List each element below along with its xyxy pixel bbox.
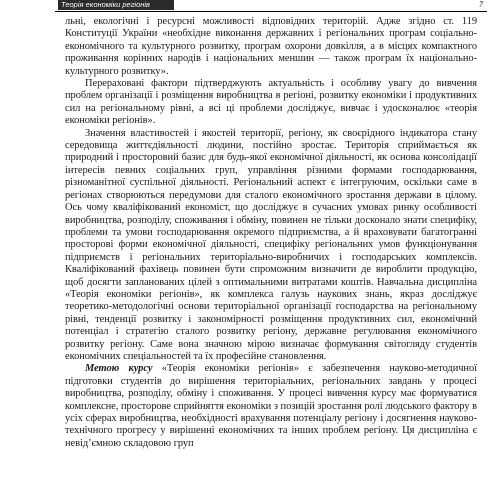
paragraph-course-goal [65,363,477,450]
running-header [55,0,487,12]
course-goal-text: «Теорія економіки регіонів» є забезпечення науково-методичної підготовки студентів до вирішення територіальних, регіональних завдань у процесі виробництва, розподілу, обміну і споживання. У процесі вивчення курсу має формуватися комплексне, просторове сприйняття економіки з позицій зростання ролі людського фактору в усіх сферах виробництва, необхідності врахування потенціалу регіону і досягнення науково-технічного прогресу у вирішенні економічних та інших проблем регіону. Ця дисципліна є невід’ємною складовою груп [65,363,477,449]
paragraph-factors: Перераховані фактори підтверджують актуальність і особливу увагу до вивчення проблем організації і розміщення виробництва в регіоні, розвитку економіки і продуктивних сил на регіональному рівні, а всі ці проблеми досліджує, вивчає і удосконалює «теорія економіки регіонів». [65,78,477,127]
course-goal-term: Метою курсу [85,363,153,375]
page-number: 7 [479,0,483,9]
body-text [65,16,477,450]
paragraph-continuation: льні, екологічні і ресурсні можливості відповідних територій. Адже згідно ст. 119 Конституції України «необхідне виконання державних і регіональних програм соціально-економічного та культурного розвитку, програм охорони довкілля, а в місцях компактного проживання корінних народів і національних меншин — також програм їх національно-культурного розвитку». [65,16,477,77]
paragraph-territory-significance: Значення властивостей і якостей території, регіону, як своєрідного індикатора стану середовища життєдіяльності людини, постійно зростає. Територія сприймається як природний і просторовий базис для будь-якої економічної діяльності, як основа консолідації інтересів певних соціальних груп, управління різними формами господарювання, різноманітної суспільної діяльності. Регіональний аспект є інтегруючим, оскільки саме в регіонах створюються передумови для сталого економічного зростання держави в цілому. Ось чому кваліфікований економіст, що досліджує в сучасних умовах ринку особливості виробництва, розподілу, споживання і обміну, повинен не тільки досконало знати специфіку, проблеми та умови господарювання окремого підприємства, а й враховувати багатогранні просторові форми економічної діяльності, специфіку регіональних умов функціонування підприємств і регіональних територіально-виробничих і господарських комплексів. Кваліфікований фахівець повинен бути спроможним визначити де вироблити продукцію, щоб досягти запланованих цілей з оптимальними витратами коштів. Навчальна дисципліна «Теорія економіки регіонів», як комплекса галузь наукових знань, якраз досліджує теоретико-методологічні основи територіальної організації господарства на регіональному рівні, тенденції розвитку і закономірності розміщення продуктивних сил, економічний потенціал і стратегію сталого розвитку регіону, державне регулювання економічного розвитку регіону. Саме вона значною мірою визначає формування світогляду студентів економічних спеціальностей та їх професійне становлення. [65,127,477,362]
running-header-title: Теорія економіки регіонів [58,0,174,10]
